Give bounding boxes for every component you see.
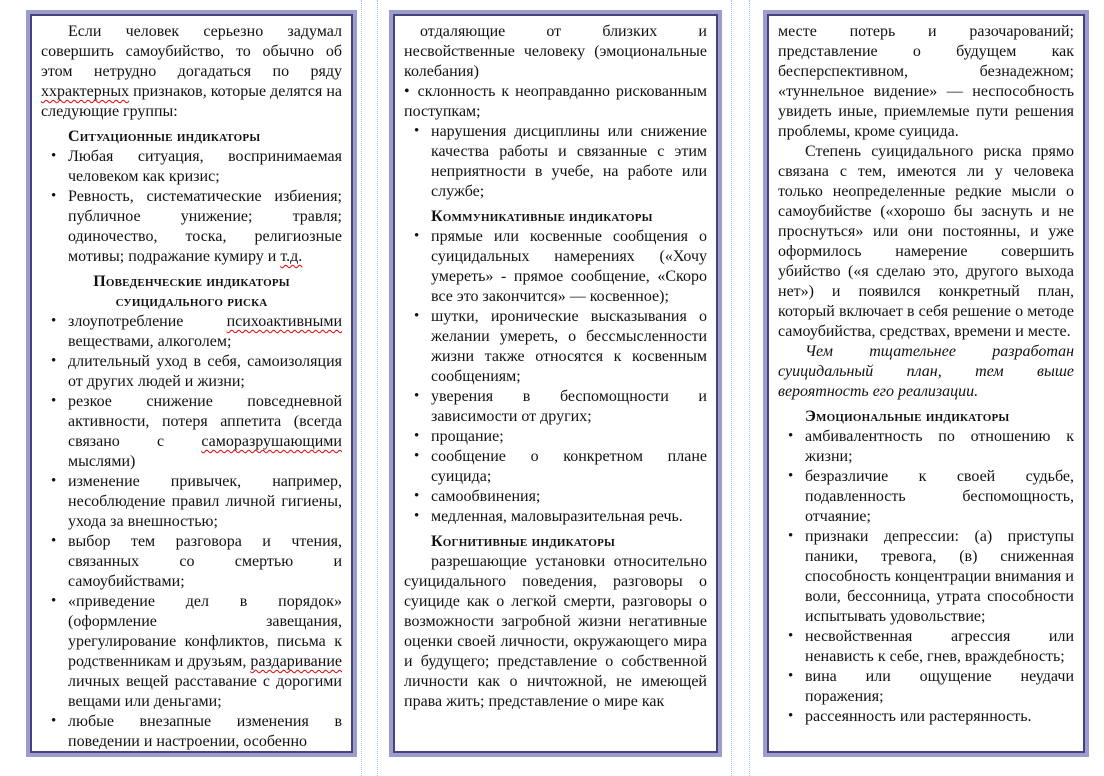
intro-paragraph (41, 22, 342, 122)
bullet-text: склонность к неоправданно рискованным поступкам; (404, 83, 707, 120)
bullet-item (41, 532, 342, 592)
bullet-item (41, 592, 342, 712)
paragraph-text: разрешающие установки относительно суицидального поведения, разговоры о суициде как о легкой смерти, разговоры о возможности загробной жизни негативные оценки своей личности, окружающего мира и будущего; представление о собственной личности как о ничтожной, не имеющей права жить; представление о мире как (404, 553, 707, 710)
brochure-panel-2 (389, 10, 722, 757)
bullet-text: прощание; (431, 428, 504, 445)
bullet-text: нарушения дисциплины или снижение качества работы и связанные с этим неприятности в учебе, на работе или службе; (431, 123, 707, 200)
bullet-text: амбивалентность по отношению к жизни; (805, 428, 1074, 465)
bullet-text: любые внезапные изменения в поведении и настроении, особенно (68, 713, 342, 750)
heading-emotional-indicators: Эмоциональные индикаторы (805, 408, 1010, 425)
bullet-item (404, 427, 707, 447)
bullet-text: Ревность, систематические избиения; публичное унижение; травля; одиночество, тоска, религиозные мотивы; подражание кумиру и (68, 188, 342, 265)
intro-text-pre: Если человек серьезно задумал совершить самоубийство, то обычно об этом нетрудно догадаться по ряду (41, 23, 342, 80)
bullet-text: злоупотребление (68, 313, 227, 330)
heading-communicative-indicators: Коммуникативные индикаторы (431, 208, 653, 225)
bullet-text: самообвинения; (431, 488, 541, 505)
brochure-panel-1 (26, 10, 357, 757)
bullet-item (41, 147, 342, 187)
misspelled-word: т.д. (280, 248, 303, 265)
bullet-text: сообщение о конкретном плане суицида; (431, 448, 707, 485)
column-boundary-line (749, 0, 750, 776)
communicative-indicators-list (404, 227, 707, 527)
bullet-text: выбор тем разговора и чтения, связанных со смертью и самоубийствами; (68, 533, 342, 590)
bullet-item (404, 387, 707, 427)
paragraph-text: отдаляющие от близких и несвойственные человеку (эмоциональные колебания) (404, 23, 707, 80)
bullet-item (778, 667, 1074, 707)
behavioral-indicators-list (41, 312, 342, 752)
bullet-item (778, 427, 1074, 467)
bullet-text: безразличие к своей судьбе, подавленность беспомощность, отчаяние; (805, 468, 1074, 525)
bullet-item (404, 487, 707, 507)
bullet-text: медленная, маловыразительная речь. (431, 508, 683, 525)
cognitive-paragraph (404, 552, 707, 712)
bullet-item (41, 312, 342, 352)
column-boundary-line (731, 0, 732, 776)
bullet-text: Любая ситуация, воспринимаемая человеком как кризис; (68, 148, 342, 185)
bullet-text: изменение привычек, например, несоблюдение правил личной гигиены, ухода за внешностью; (68, 473, 342, 530)
heading-cognitive-indicators: Когнитивные индикаторы (431, 533, 616, 550)
emotional-indicators-list (778, 427, 1074, 727)
paragraph-text: Чем тщательнее разработан суицидальный план, тем выше вероятность его реализации. (778, 343, 1074, 400)
bullet-item (778, 707, 1074, 727)
bullet-item (404, 227, 707, 307)
bullet-text: резкое снижение повседневной активности, потеря аппетита (всегда связано с (68, 393, 342, 450)
bullet-item (404, 307, 707, 387)
bullet-text: признаки депрессии: (а) приступы паники, тревога, (в) сниженная способность концентрации внимания и воли, бессонница, утрата способности испытывать удовольствие; (805, 528, 1074, 625)
paragraph-text: месте потерь и разочарований; представление о будущем как бесперспективном, безнадежном; «туннельное видение» — неспособность увидеть иные, приемлемые пути решения проблемы, кроме суицида. (778, 23, 1074, 140)
inline-bullet-paragraph (404, 82, 707, 122)
brochure-panel-3 (763, 10, 1089, 757)
discipline-list (404, 122, 707, 202)
bullet-item (778, 627, 1074, 667)
misspelled-word: раздаривание (250, 653, 342, 670)
bullet-item (41, 392, 342, 472)
emphasis-italic-paragraph (778, 342, 1074, 402)
column-boundary-line (377, 0, 378, 776)
bullet-item (404, 122, 707, 202)
bullet-item (404, 447, 707, 487)
bullet-item (778, 467, 1074, 527)
intro-text-post: признаков, которые делятся на следующие группы: (41, 83, 342, 120)
continuation-paragraph (404, 22, 707, 82)
bullet-text: «приведение дел в порядок» (оформление завещания, урегулирование конфликтов, письма к родственникам и друзьям, (68, 593, 342, 670)
paragraph-text: Степень суицидального риска прямо связана с тем, имеются ли у человека только неопределенные редкие мысли о самоубийстве («хорошо бы заснуть и не проснуться» или они постоянны, и уже оформилось намерение совершить убийство («я сделаю это, другого выхода нет») и появился конкретный план, который включает в себя решение о методе самоубийства, средствах, времени и месте. (778, 143, 1074, 340)
bullet-text: длительный уход в себя, самоизоляция от других людей и жизни; (68, 353, 342, 390)
situational-indicators-list (41, 147, 342, 267)
bullet-text: вина или ощущение неудачи поражения; (805, 668, 1074, 705)
misspelled-word: психоактивными (226, 313, 342, 330)
bullet-text: личных вещей расставание с дорогими вещами или деньгами; (68, 673, 342, 710)
column-boundary-line (361, 0, 362, 776)
bullet-text: веществами, алкоголем; (68, 333, 232, 350)
heading-behavioral-indicators: Поведенческие индикаторы суицидального риска (93, 273, 290, 310)
bullet-text: шутки, иронические высказывания о желании умереть, о бессмысленности жизни также относятся к косвенным сообщениям; (431, 308, 707, 385)
bullet-item (41, 712, 342, 752)
bullet-item (404, 507, 707, 527)
bullet-text: несвойственная агрессия или ненависть к себе, гнев, враждебность; (805, 628, 1074, 665)
heading-situational-indicators: Ситуационные индикаторы (68, 128, 261, 145)
bullet-text: прямые или косвенные сообщения о суицидальных намерениях («Хочу умереть» - прямое сообщение, «Скоро все это закончится» — косвенное); (431, 228, 707, 305)
bullet-item (778, 527, 1074, 627)
bullet-text: рассеянность или растерянность. (805, 708, 1032, 725)
bullet-text: мыслями) (68, 453, 136, 470)
misspelled-word: ххрактерных (41, 83, 130, 100)
bullet-item (41, 352, 342, 392)
continuation-paragraph (778, 22, 1074, 142)
bullet-item (41, 472, 342, 532)
misspelled-word: саморазрушающими (201, 433, 342, 450)
bullet-item (41, 187, 342, 267)
bullet-text: уверения в беспомощности и зависимости от других; (431, 388, 707, 425)
risk-degree-paragraph (778, 142, 1074, 342)
